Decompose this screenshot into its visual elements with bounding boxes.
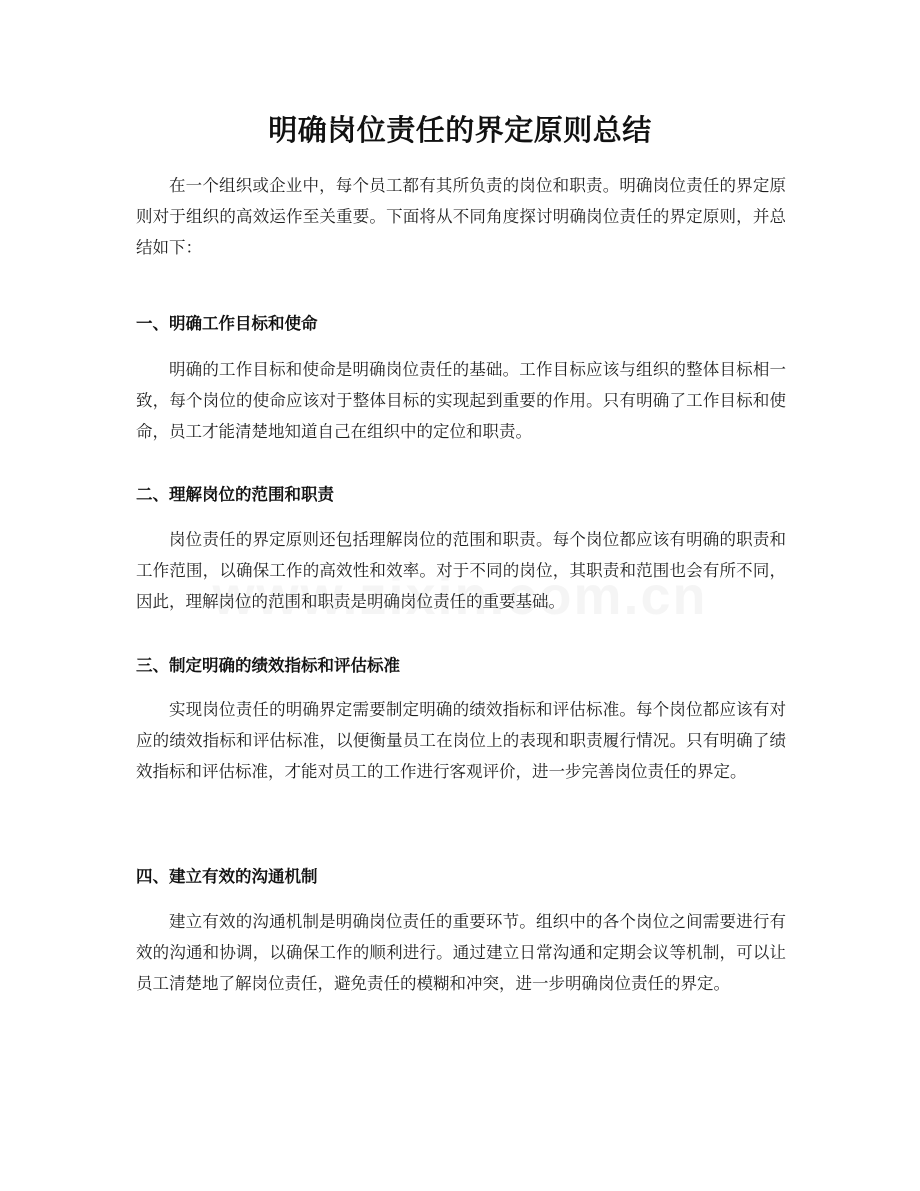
section-2-heading: 二、理解岗位的范围和职责 bbox=[136, 485, 334, 504]
section-3-heading: 三、制定明确的绩效指标和评估标准 bbox=[136, 656, 400, 675]
document-title: 明确岗位责任的界定原则总结 bbox=[268, 113, 652, 147]
section-4-paragraph: 建立有效的沟通机制是明确岗位责任的重要环节。组织中的各个岗位之间需要进行有效的沟通和协调，以确保工作的顺利进行。通过建立日常沟通和定期会议等机制，可以让员工清楚地了解岗位责任，避免责任的模糊和冲突，进一步明确岗位责任的界定。 bbox=[136, 912, 786, 993]
section-1-heading: 一、明确工作目标和使命 bbox=[136, 314, 318, 333]
section-3-paragraph: 实现岗位责任的明确界定需要制定明确的绩效指标和评估标准。每个岗位都应该有对应的绩效指标和评估标准，以便衡量员工在岗位上的表现和职责履行情况。只有明确了绩效指标和评估标准，才能对员工的工作进行客观评价，进一步完善岗位责任的界定。 bbox=[136, 700, 786, 781]
section-1-paragraph: 明确的工作目标和使命是明确岗位责任的基础。工作目标应该与组织的整体目标相一致，每个岗位的使命应该对于整体目标的实现起到重要的作用。只有明确了工作目标和使命，员工才能清楚地知道自己在组织中的定位和职责。 bbox=[136, 360, 786, 441]
section-4-heading: 四、建立有效的沟通机制 bbox=[136, 867, 318, 886]
intro-paragraph: 在一个组织或企业中，每个员工都有其所负责的岗位和职责。明确岗位责任的界定原则对于组织的高效运作至关重要。下面将从不同角度探讨明确岗位责任的界定原则，并总结如下： bbox=[136, 176, 786, 257]
section-2-paragraph: 岗位责任的界定原则还包括理解岗位的范围和职责。每个岗位都应该有明确的职责和工作范围，以确保工作的高效性和效率。对于不同的岗位，其职责和范围也会有所不同，因此，理解岗位的范围和职责是明确岗位责任的重要基础。 bbox=[136, 530, 786, 611]
